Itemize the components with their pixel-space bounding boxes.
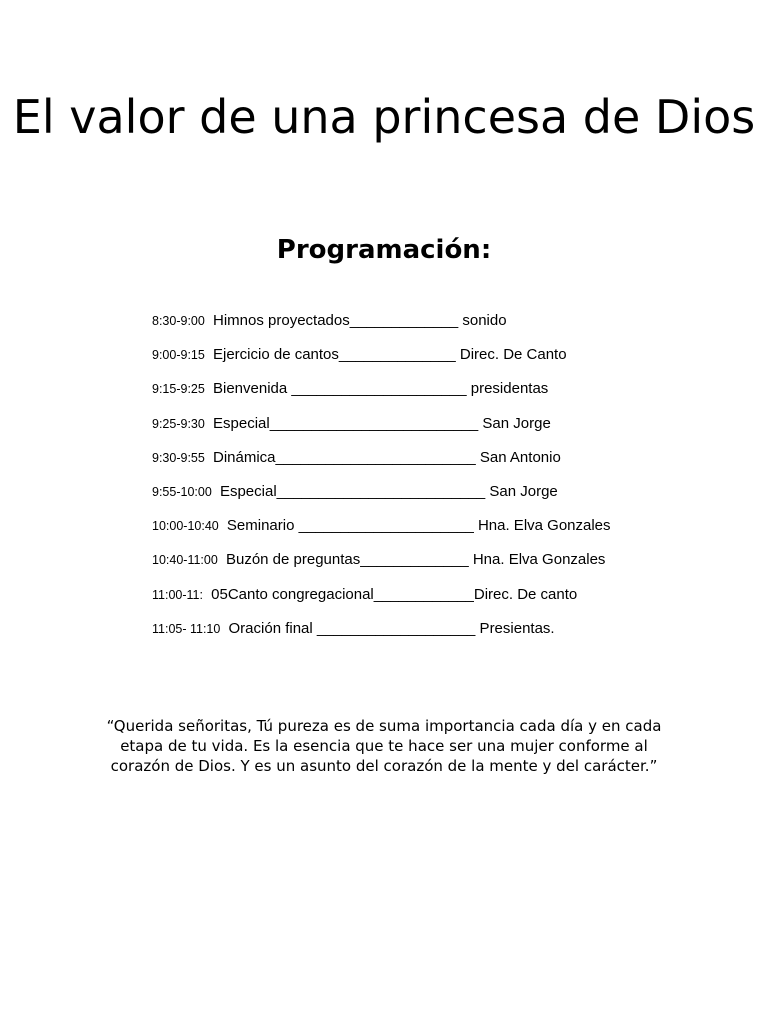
schedule-row [152, 409, 712, 443]
schedule-time: 9:00-9:15 [152, 348, 205, 363]
schedule-activity: Bienvenida _____________________ presidentas [213, 380, 549, 398]
schedule-row [152, 477, 712, 511]
schedule-activity: Buzón de preguntas_____________ Hna. Elva Gonzales [225, 551, 606, 569]
schedule-time: 10:40-11:00 [152, 553, 218, 568]
document-title: El valor de una princesa de Dios [12, 90, 756, 144]
schedule-activity: Especial_________________________ San Jorge [213, 414, 551, 432]
schedule-row [152, 340, 712, 374]
schedule-time: 9:25-9:30 [152, 416, 205, 431]
closing-quote: “Querida señoritas, Tú pureza es de suma importancia cada día y en cada etapa de tu vida. Es la esencia que te hace ser una mujer conforme al corazón de Dios. Y es un asunto del corazón de la mente y del carácter.” [106, 717, 662, 775]
schedule-activity: Ejercicio de cantos______________ Direc. De Canto [213, 346, 567, 364]
schedule-row [152, 545, 712, 579]
schedule-time: 9:15-9:25 [152, 382, 205, 397]
schedule-activity: Especial_________________________ San Jorge [219, 482, 558, 500]
program-heading: Programación: [276, 235, 492, 265]
schedule-activity: Seminario _____________________ Hna. Elva Gonzales [226, 517, 611, 535]
schedule-time: 9:30-9:55 [152, 450, 205, 465]
schedule-row [152, 580, 712, 614]
schedule-time: 10:00-10:40 [152, 519, 219, 534]
schedule-time: 11:00-11: [152, 587, 203, 602]
schedule-activity: 05Canto congregacional____________Direc. De canto [211, 585, 578, 603]
schedule-row [152, 614, 712, 648]
schedule-activity: Dinámica________________________ San Antonio [213, 448, 561, 466]
schedule-time: 8:30-9:00 [152, 314, 205, 328]
schedule-time: 9:55-10:00 [152, 484, 212, 499]
schedule-activity: Oración final ___________________ Presientas. [228, 619, 555, 637]
schedule-row [152, 374, 712, 408]
schedule-row [152, 306, 712, 340]
schedule-activity: Himnos proyectados_____________ sonido [213, 312, 507, 329]
schedule-row [152, 511, 712, 545]
schedule-row [152, 443, 712, 477]
schedule-time: 11:05- 11:10 [152, 621, 221, 636]
schedule-list [152, 306, 712, 648]
